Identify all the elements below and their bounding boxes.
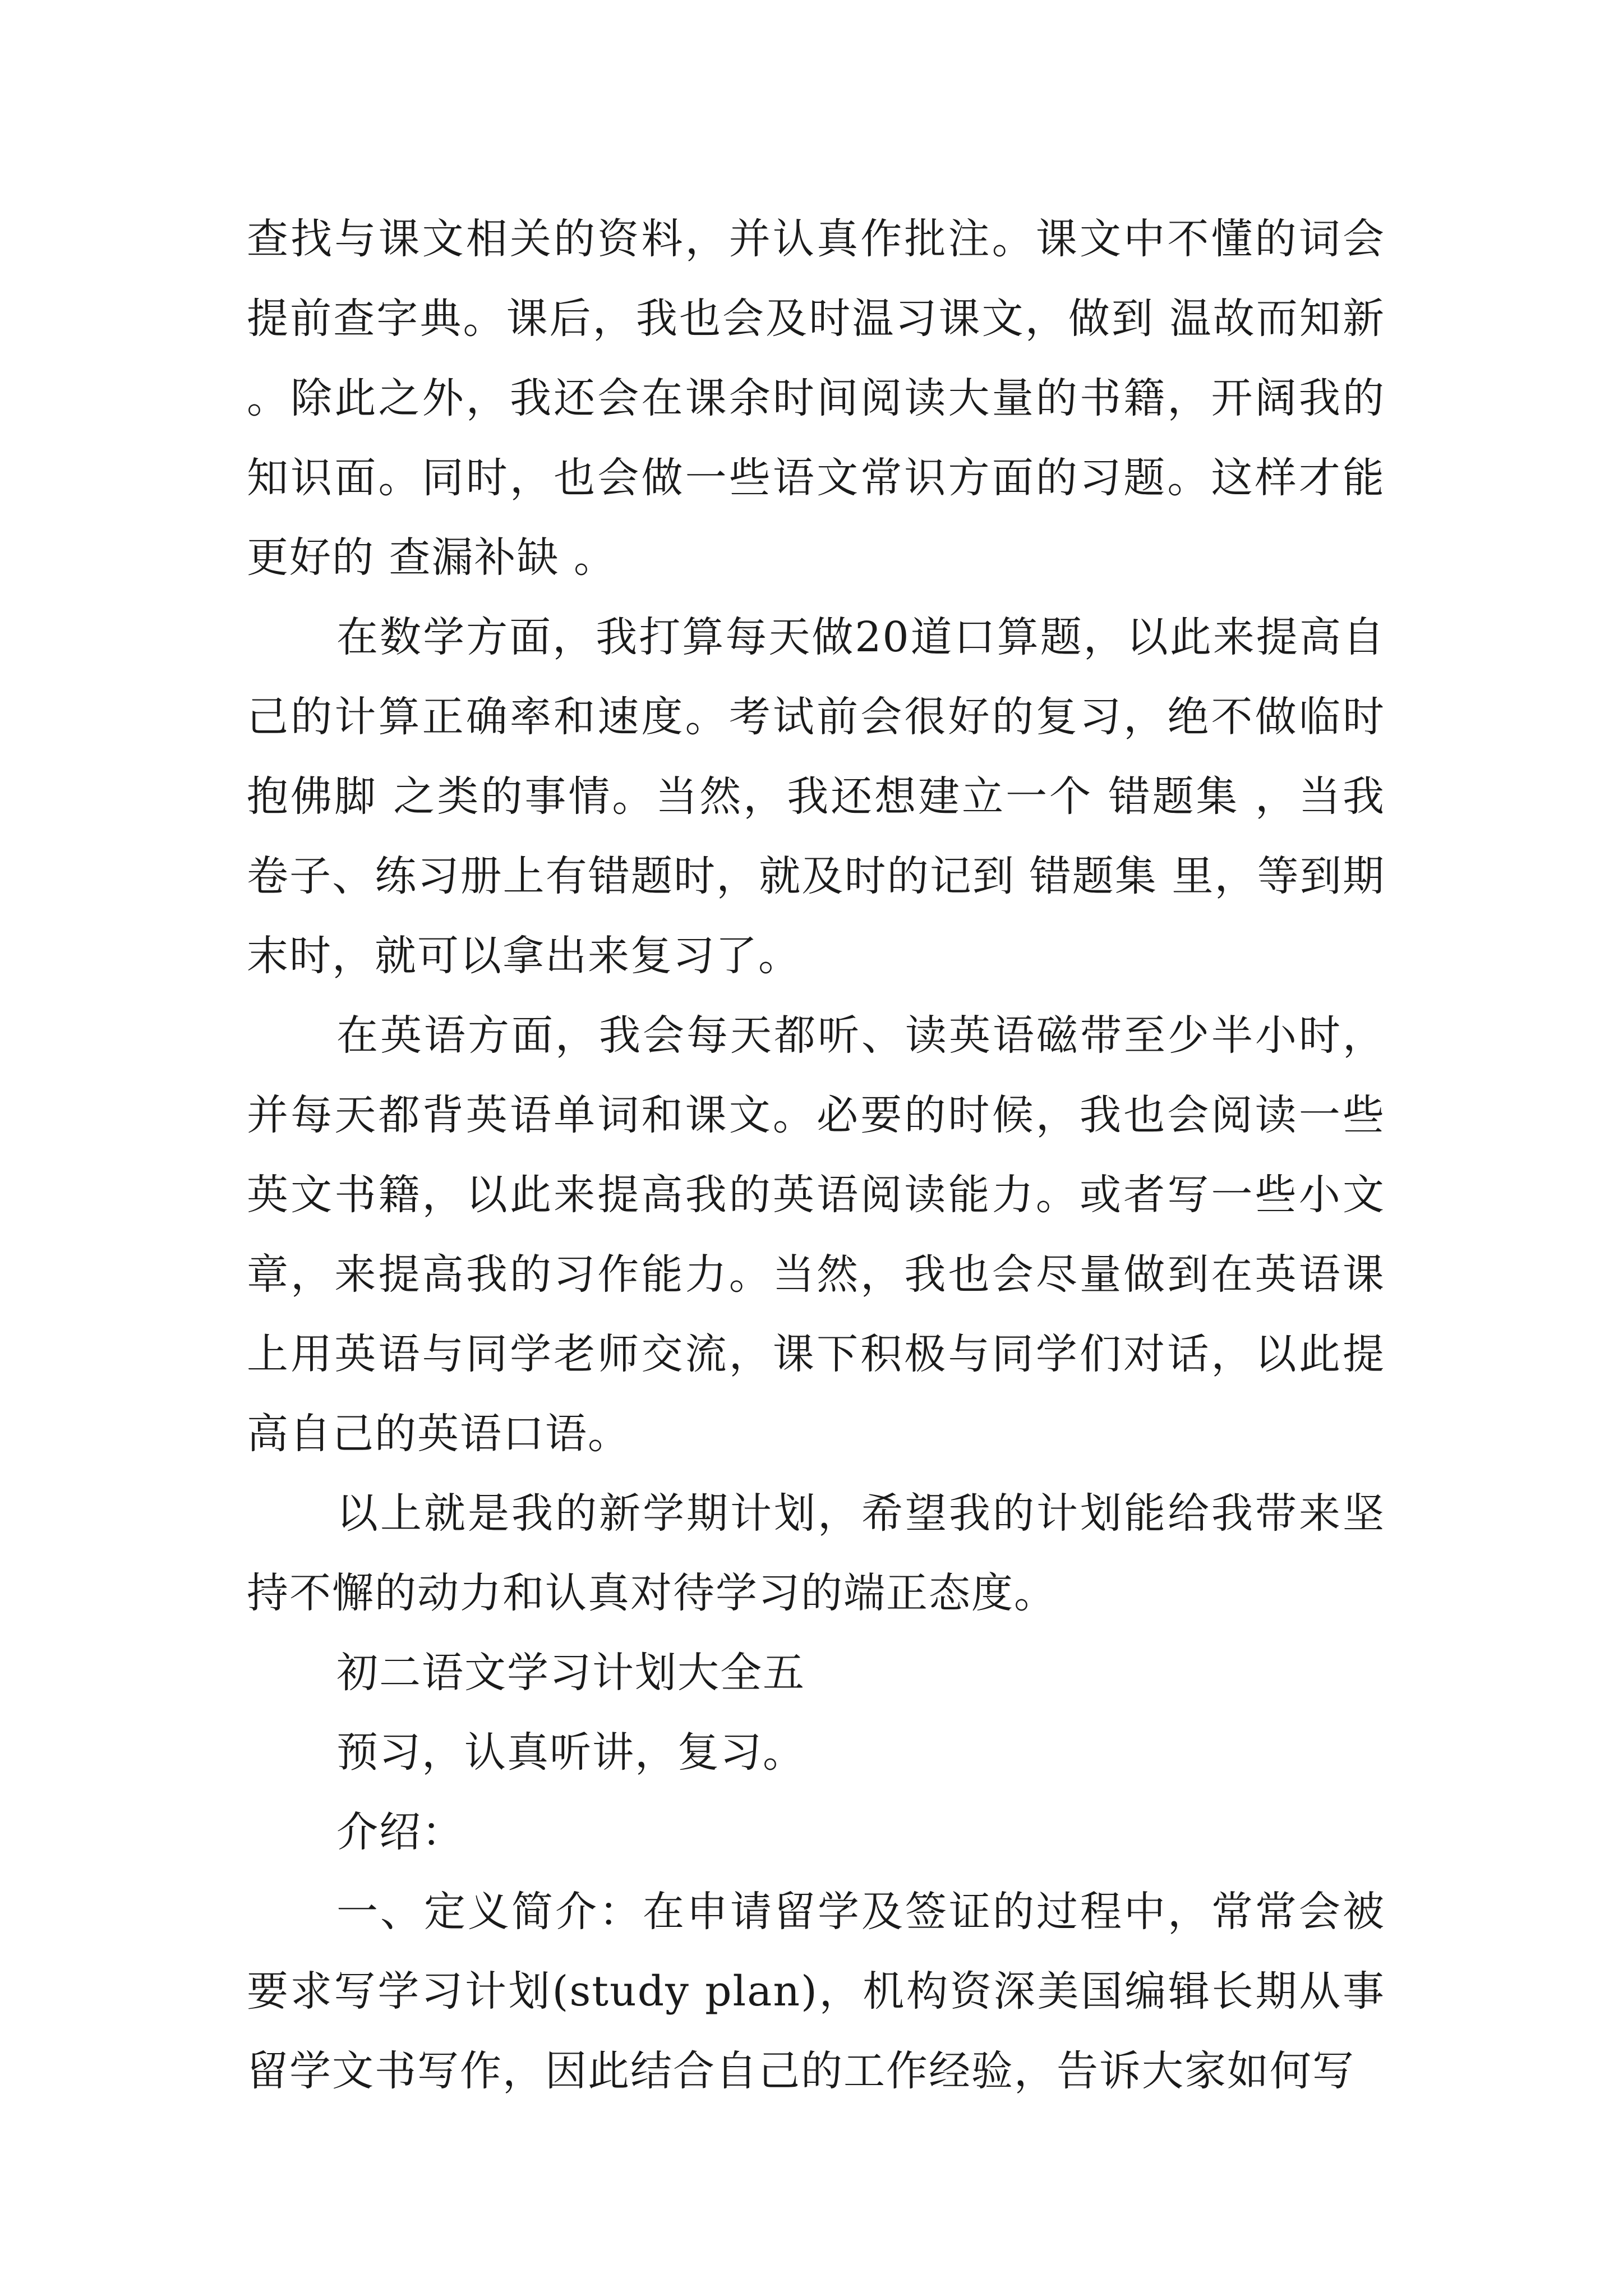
paragraph-definition: 一、定义简介：在申请留学及签证的过程中，常常会被要求写学习计划(study plan)，机构资深美国编辑长期从事留学文书写作，因此结合自己的工作经验，告诉大家如何写 bbox=[247, 1888, 1385, 2095]
paragraph-math-plan: 在数学方面，我打算每天做20道口算题，以此来提高自己的计算正确率和速度。考试前会很好的复习，绝不做临时抱佛脚 之类的事情。当然，我还想建立一个 错题集 ，当我卷子、练习册上有错题时，就及时的记到 错题集 里，等到期末时，就可以拿出来复习了。 bbox=[247, 613, 1385, 980]
paragraph-conclusion: 以上就是我的新学期计划，希望我的计划能给我带来坚持不懈的动力和认真对待学习的端正态度。 bbox=[247, 1489, 1385, 1617]
document-body bbox=[247, 199, 1385, 2111]
paragraph-intro-label: 介绍： bbox=[336, 1808, 464, 1856]
paragraph-english-plan: 在英语方面，我会每天都听、读英语磁带至少半小时，并每天都背英语单词和课文。必要的时候，我也会阅读一些英文书籍，以此来提高我的英语阅读能力。或者写一些小文章，来提高我的习作能力。当然，我也会尽量做到在英语课上用英语与同学老师交流，课下积极与同学们对话，以此提高自己的英语口语。 bbox=[247, 1011, 1385, 1458]
paragraph-chinese-study: 查找与课文相关的资料，并认真作批注。课文中不懂的词会提前查字典。课后，我也会及时温习课文，做到 温故而知新 。除此之外，我还会在课余时间阅读大量的书籍，开阔我的知识面。同时，也会做一些语文常识方面的习题。这样才能更好的 查漏补缺 。 bbox=[247, 215, 1385, 582]
paragraph-summary: 预习，认真听讲，复习。 bbox=[336, 1728, 805, 1777]
section-heading: 初二语文学习计划大全五 bbox=[336, 1649, 805, 1697]
